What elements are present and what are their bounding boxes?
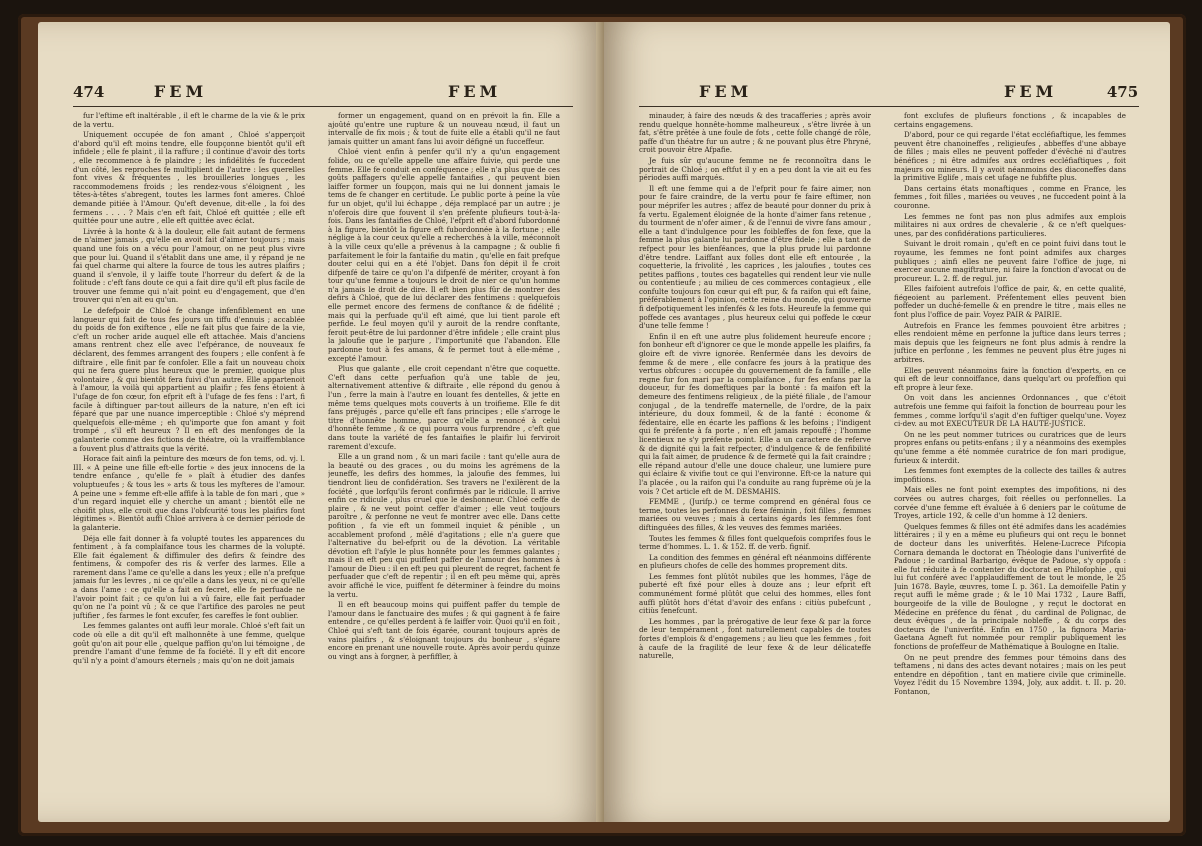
paragraph: former un engagement, quand on en prévoit la fin. Elle a ajoûté qu'entre une rupture & un nouveau nœud, il faut un intervalle de fix mois ; & tout de fuite elle a établi qu'il ne faut jamais quitter un amant fans lui avoir défigné un fucceffeur. [328, 112, 560, 146]
paragraph: Il eft une femme qui a de l'efprit pour fe faire aimer, non pour fe faire craindre, de la vertu pour fe faire eftimer, non pour méprifer les autres ; affez de beauté pour donner du prix à fa vertu. Egalement éloignée de la honte d'aimer fans retenue , du tourment de n'ofer aimer , & de l'ennui de vivre fans amour , elle a tant d'indulgence pour les foibleffes de fon fexe, que la femme la plus galante lui pardonne d'être fidele ; elle a tant de refpect pour les bienféances, que la plus prude lui pardonne d'être tendre. Laiffant aux folles dont elle eft entourée , la coquetterie, la frivolité , les caprices , les jaloufies , toutes ces petites paffions , toutes ces bagatelles qui rendent leur vie nulle ou contentieufe ; au milieu de ces commerces contagieux , elle confulte toujours fon cœur qui eft pur, & fa raifon qui eft faine, préférablement à l'opinion, cette reine du monde, qui gouverne fi defpotiquement les infenfés & les fots. Heureufe la femme qui poffede ces avantages , plus heureux celui qui poffede le cœur d'une telle femme ! [639, 183, 871, 331]
paragraph: Chloé vient enfin à penfer qu'il n'y a qu'un engagement folide, ou ce qu'elle appelle une affaire fuivie, qui perde une femme. Elle fe conduit en conféquence ; elle n'a plus que de ces goûts paffagers qu'elle appelle fantaifies , qui peuvent bien laiffer former un foupçon, mais qui ne lui donnent jamais le tems de fe changer en certitude. Le public porte à peine la vûe fur un objet, qu'il lui échappe , déja remplacé par un autre ; je n'oferois dire que fouvent il s'en préfente plufieurs tout-à-la-fois. Dans les fantaifies de Chloé, l'efprit eft d'abord fubordonné à la figure, bientôt la figure eft fubordonnée à la fortune ; elle néglige à la cour ceux qu'elle a recherchés à la ville, méconnoît à la ville ceux qu'elle a prévenus à la campagne ; & oublie fi parfaitement le foir la fantaifie du matin , qu'elle en fait prefque douter celui qui en a été l'objet. Dans fon dépit il fe croit difpenfé de taire ce qu'on l'a difpenfé de mériter, croyant à fon tour qu'une femme a toujours le droit de nier ce qu'un homme n'a jamais le droit de dire. Il eft bien plus fûr de montrer des defirs à Chloé, que de lui déclarer des fentimens : quelquefois elle permet encore des fermens de conftance & de fidélité ; mais qui la perfuade qu'il eft aimé, que lui tient parole eft perfide. Le feul moyen qu'il y auroit de la rendre conftante, feroit peut-être de lui pardonner d'être infidele ; elle craint plus la jaloufie que le parjure , l'importunité que l'abandon. Elle pardonne tout à fes amans, & fe permet tout à elle-même , excepté l'amour. [328, 147, 560, 363]
paragraph: Plus que galante , elle croit cependant n'être que coquette. C'eft dans cette perfuafion qu'à une table de jeu, alternativement attentive & diftraite , elle répond du genou à l'un , ferre la main à l'autre en louant fes dentelles, & jette en même tems quelques mots couverts à un troifieme. Elle fe dit fans préjugés , parce qu'elle eft fans principes ; elle s'arroge le titre d'honnête homme, parce qu'elle a renoncé à celui d'honnête femme , & ce qui pourra vous furprendre , c'eft que dans toute la variété de fes fantaifies le plaifir lui ferviroit rarement d'excufe. [328, 364, 560, 451]
paragraph: Uniquement occupée de fon amant , Chloé s'apperçoit d'abord qu'il eft moins tendre, elle foupçonne bientôt qu'il eft infidele ; elle fe plaint , il la raffure ; il continue d'avoir des torts , elle recommence à fe plaindre ; les infidélités fe fuccedent d'un côté, les reproches fe multiplient de l'autre : les querelles font vives & fréquentes , les brouilleries longues , les raccommodemens froids ; les rendez-vous s'éloignent , les têtes-à-têtes s'abregent, toutes les larmes font ameres. Chloé demande pitiée à l'Amour. Qu'eft devenue, dit-elle , la foi des fermens . . . . ? Mais c'en eft fait, Chloé eft quittée ; elle eft quittée pour une autre , elle eft quittée avec éclat. [73, 130, 305, 226]
paragraph: Elle a un grand nom , & un mari facile : tant qu'elle aura de la beauté ou des graces , ou du moins les agrémens de la jeuneffe, les defirs des hommes, la jaloufie des femmes, lui tiendront lieu de confidération. Ses travers ne l'exilèrent de la fociété , que lorfqu'ils feront confirmés par le ridicule. Il arrive enfin ce ridicule , plus cruel que le deshonneur. Chloé ceffe de plaire , & ne veut point ceffer d'aimer ; elle veut toujours paroître , & perfonne ne veut fe montrer avec elle. Dans cette pofition , fa vie eft un fommeil inquiet & pénible , un accablement profond , mêlé d'agitations ; elle n'a guere que l'alternative du bel-efprit ou de la dévotion. La véritable dévotion eft l'afyle le plus honnête pour les femmes galantes ; mais il en eft peu qui puiffent paffer de l'amour des hommes à l'amour de Dieu : il en eft peu qui pleurent de regret, fachent fe perfuader que c'eft de repentir ; il en eft peu même qui, après avoir affiché le vice, puiffent fe déterminer à feindre du moins la vertu. [328, 452, 560, 599]
text-column-2 [328, 112, 560, 802]
text-column-1 [73, 112, 305, 802]
text-column-2 [894, 112, 1126, 802]
paragraph: Les hommes , par la prérogative de leur fexe & par la force de leur tempérament , font naturellement capables de toutes fortes d'emplois & d'engagemens ; au lieu que les femmes , foit à caufe de la fragilité de leur fexe & de leur délicateffe naturelle, [639, 616, 871, 661]
paragraph: Elles peuvent néanmoins faire la fonction d'experts, en ce qui eft de leur connoiffance, dans quelqu'art ou profeffion qui eft propre à leur fexe. [894, 365, 1126, 392]
folio-number: 475 [1106, 83, 1139, 101]
paragraph: FEMME , (Jurifp.) ce terme comprend en général fous ce terme, toutes les perfonnes du fexe féminin , foit filles , femmes mariées ou veuves ; mais à certains égards les femmes font diftinguées des filles, & les veuves des femmes mariées. [639, 497, 871, 532]
paragraph: Les femmes font plûtôt nubiles que les hommes, l'âge de puberté eft fixé pour elles à douze ans ; leur efprit eft communément formé plûtôt que celui des hommes, elles font auffi plûtôt hors d'état d'avoir des enfans : citiùs pubefcunt , citiùs fenefcunt. [639, 571, 871, 616]
paragraph: minauder, à faire des nœuds & des tracafferies ; après avoir rendu quelque honnête-homme malheureux , s'être livrée à un fat, s'être prêtée à une foule de fots , cette folle changé de rôle, paffe d'un théatre fur un autre ; & ne pouvant plus être Phryné, croit pouvoir être Afpafie. [639, 112, 871, 155]
paragraph: On ne peut prendre des femmes pour témoins dans des teftamens , ni dans des actes devant notaires ; mais on les peut entendre en dépofition , tant en matiere civile que criminelle. Voyez l'édit du 15 Novembre 1394, Joly, aux addit. t. II. p. 20. Fontanon, [894, 652, 1126, 696]
folio-number: 474 [73, 83, 105, 101]
left-page [38, 22, 604, 822]
running-head-left: FEM [699, 82, 753, 101]
paragraph: Elles faifoient autrefois l'office de pair, &, en cette qualité, fiégeoient au parlement. Préfentement elles peuvent bien poffeder un duché-femelle & en prendre le titre , mais elles ne font plus l'office de pair. Voyez PAIR & PAIRIE. [894, 284, 1126, 320]
running-head-right: FEM [448, 82, 502, 101]
paragraph: Le defefpoir de Chloé fe change infenfiblement en une langueur qui fait de tous fes jours un tiffu d'ennuis ; accablée du poids de fon exiftence , elle ne fait plus que faire de la vie, c'eft un rocher aride auquel elle eft attachée. Mais d'anciens amans rentrent chez elle avec l'efpérance, de nouveaux fe déclarent, des femmes arrangent des foupers ; elle confent à fe diftraire , elle finit par fe confoler. Elle a fait un nouveau choix qui ne fera guere plus heureux que le premier, quoique plus volontaire , & qui bientôt fera fuivi d'un autre. Elle appartenoit à l'amour, la voilà qui appartient au plaifir ; fes fens étoient à l'ufage de fon cœur, fon efprit eft à l'ufage de fes fens : l'art, fi facile à diftinguer par-tout ailleurs de la nature, n'en eft ici féparé que par une nuance imperceptible : Chloé s'y méprend quelquefois elle-même ; eh qu'importe que fon amant y foit trompé , s'il eft heureux ? Il en eft des menfonges de la galanterie comme des fictions de théatre, où la vraiffemblance a fouvent plus d'attraits que la vérité. [73, 306, 305, 453]
paragraph: Enfin il en eft une autre plus folidement heureufe encore ; fon bonheur eft d'ignorer ce que le monde appelle les plaifirs, fa gloire eft de vivre ignorée. Renfermée dans les devoirs de femme & de mere , elle confacre fes jours à la pratique des vertus obfcures : occupée du gouvernement de fa famille , elle regne fur fon mari par la complaifance , fur fes enfans par la douceur, fur fes domeftiques par la bonté : fa maifon eft la demeure des fentimens religieux , de la piété filiale , de l'amour conjugal , de la tendreffe maternelle, de l'ordre, de la paix intérieure, du doux fommeil, & de la fanté : économe & fédentaire, elle en écarte les paffions & les befoins ; l'indigent qui fe préfente à fa porte , n'en eft jamais repouffé ; l'homme licentieux ne s'y préfente point. Elle a un caractere de referve & de dignité qui la fait refpecter, d'indulgence & de fenfibilité qui la fait aimer, de prudence & de fermeté qui la fait craindre ; elle répand autour d'elle une douce chaleur, une lumiere pure qui éclaire & vivifie tout ce qui l'environne. Eft-ce la nature qui l'a placée , ou la raifon qui l'a conduite au rang fuprème où je la vois ? Cet article eft de M. DESMAHIS. [639, 331, 871, 496]
paragraph: Dans certains états monaftiques , comme en France, les femmes , foit filles , mariées ou veuves , ne fuccedent point à la couronne. [894, 183, 1126, 210]
running-head-right: FEM [1004, 82, 1058, 101]
paragraph: La condition des femmes en général eft néanmoins différente en plufieurs chofes de celle des hommes proprement dits. [639, 552, 871, 571]
paragraph: D'abord, pour ce qui regarde l'état eccléfiaftique, les femmes peuvent être chanoineffes , religieufes , abbeffes d'une abbaye de filles ; mais elles ne peuvent poffeder d'évêché ni d'autres bénéfices ; ni être admifes aux ordres eccléfiaftiques , foit majeurs ou mineurs. Il y avoit néanmoins des diaconeffes dans la primitive Eglife , mais cet ufage ne fubfifte plus. [894, 130, 1126, 183]
paragraph: Suivant le droit romain , qu'eft en ce point fuivi dans tout le royaume, les femmes ne font point admifes aux charges publiques ; ainfi elles ne peuvent faire l'office de juge, ni exercer aucune magiftrature, ni faire la fonction d'avocat ou de procureur. L. 2. ff. de regul. jur. [894, 239, 1126, 283]
paragraph: Horace fait ainfi la peinture des mœurs de fon tems, od. vj. l. III. « A peine une fille eft-elle fortie » des jeux innocens de la tendre enfance , qu'elle fe » plaît à étudier des danfes voluptueufes ; & tous les » arts & tous les myfteres de l'amour. A peine une » femme eft-elle affife à la table de fon mari , que » d'un regard inquiet elle y cherche un amant ; bientôt elle ne choifit plus, elle croit que dans l'obfcurité tous les plaifirs font légitimes ». Bientôt auffi Chloé arrivera à ce dernier période de la galanterie. [73, 454, 305, 532]
right-page-header [1004, 82, 1138, 101]
paragraph: Il en eft beaucoup moins qui puiffent paffer du temple de l'amour dans le fanctuaire des mufes ; & qui gagnent à fe faire entendre , ce qu'elles perdent à fe laiffer voir. Quoi qu'il en foit , Chloé qui s'eft tant de fois égarée, courant toujours après de vains plaifirs , & s'éloignant toujours du bonheur , s'égare encore en prenant une nouvelle route. Après avoir perdu quinze ou vingt ans à forgner, à perfiffler, à [328, 600, 560, 661]
paragraph: Livrée à la honte & à la douleur, elle fait autant de fermens de n'aimer jamais , qu'elle en avoit fait d'aimer toujours ; mais quand une fois on a vécu pour l'amour, on ne peut plus vivre que pour lui. Quand il s'établit dans une ame, il y répand je ne fai quel charme qui altere la fource de tous les autres plaifirs ; quand il s'envole, il y laiffe toute l'horreur du defert & de la folitude : c'eft fans doute ce qui a fait dire qu'il eft plus facile de trouver une femme qui n'ait point eu d'engagement, que d'en trouver qui n'en ait eu qu'un. [73, 226, 305, 305]
paragraph: fur l'eftime eft inaltérable , il eft le charme de la vie & le prix de la vertu. [73, 112, 305, 129]
paragraph: Autrefois en France les femmes pouvoient être arbitres ; elles rendoient même en perfonne la juftice dans leurs terres ; mais depuis que les feigneurs ne font plus admis à rendre la juftice en perfonne , les femmes ne peuvent plus être juges ni arbitres. [894, 320, 1126, 365]
paragraph: On voit dans les anciennes Ordonnances , que c'étoit autrefois une femme qui faifoit la fonction de bourreau pour les femmes , comme lorfqu'il s'agit d'en fuftiger quelqu'une. Voyez ci-dev. au mot EXECUTEUR DE LA HAUTE-JUSTICE. [894, 393, 1126, 429]
paragraph: Toutes les femmes & filles font quelquefois comprifes fous le terme d'hommes. L. 1. & 152. ff. de verb. fignif. [639, 533, 871, 552]
header-rule [639, 106, 1139, 107]
text-column-1 [639, 112, 871, 802]
paragraph: Déja elle fait donner à fa volupté toutes les apparences du fentiment , à fa complaifance tous les charmes de la volupté. Elle fait également & diffimuler des defirs & feindre des fentimens, & compofer des ris & verfer des larmes. Elle a rarement dans l'ame ce qu'elle a dans les yeux ; elle n'a prefque jamais fur les levres , ni ce qu'elle a dans les yeux, ni ce qu'elle a dans l'ame : ce qu'elle a fait en fecret, elle fe perfuade ne l'avoir point fait ; ce qu'on lui a vû faire, elle fait perfuader qu'on ne l'a point vû ; & ce que l'artifice des paroles ne peut juftifier , fes farmes le font excufer, fes careffes le font oublier. [73, 533, 305, 620]
right-page [604, 22, 1170, 822]
running-head-left: FEM [153, 82, 208, 101]
paragraph: Quelques femmes & filles ont été admifes dans les académies littéraires ; il y en a même eu plufieurs qui ont reçu le bonnet de docteur dans les univerfités. Helene-Lucrece Pifcopia Cornara demanda le doctorat en Théologie dans l'univerfité de Padoue ; le cardinal Barbarigo, évêque de Padoue, s'y oppofa : elle fut réduite à fe contenter du doctorat en Philofophie , qui lui fut conféré avec l'applaudiffement de tout le monde, le 25 Juin 1678. Bayle, œuvres, tome I. p. 361. La demoifelle Patin y reçut auffi le même grade ; & le 10 Mai 1732 , Laure Baffi, bourgeoife de la ville de Boulogne , y reçut le doctorat en Médecine en préfence du fénat , du cardinal de Polignac, de deux évêques , de la principale nobleffe , & du corps des docteurs de l'univerfité. Enfin en 1750 , la fignora Maria-Gaetana Agneft fut nommée pour remplir publiquement les fonctions de profeffeur de Mathématique à Boulogne en Italie. [894, 521, 1126, 652]
paragraph: Les femmes ne font pas non plus admifes aux emplois militaires ni aux ordres de chevalerie , & ce n'eft quelques-unes, par des confidérations particulieres. [894, 211, 1126, 238]
paragraph: Mais elles ne font point exemptes des impofitions, ni des corvées ou autres charges, foit réelles ou perfonnelles. La corvée d'une femme eft évaluée à 6 deniers par le coûtume de Troyes, article 192, & celle d'un homme à 12 deniers. [894, 485, 1126, 521]
paragraph: Les femmes galantes ont auffi leur morale. Chloé s'eft fait un code où elle a dit qu'il eft malhonnête à une femme, quelque goût qu'on ait pour elle , quelque paffion qu'on lui témoigne , de prendre l'amant d'une femme de fa fociété. Il y eft dit encore qu'il n'y a point d'amours éternels ; mais qu'on ne doit jamais [73, 621, 305, 665]
left-page-header [73, 82, 207, 101]
paragraph: Les femmes font exemptes de la collecte des tailles & autres impofitions. [894, 466, 1126, 484]
paragraph: On ne les peut nommer tutrices ou curatrices que de leurs propres enfans ou petits-enfans ; il y a néanmoins des exemples qu'une femme a été nommée curatrice de fon mari prodigue, furieux & interdit. [894, 429, 1126, 465]
paragraph: Je fuis sûr qu'aucune femme ne fe reconnoîtra dans le portrait de Chloé ; on eftfut il y en a peu dont la vie ait eu fes périodes auffi marqués. [639, 155, 871, 183]
header-rule [73, 106, 573, 107]
paragraph: font exclufes de plufieurs fonctions , & incapables de certains engagemens. [894, 112, 1126, 129]
book-binding [18, 14, 1186, 836]
